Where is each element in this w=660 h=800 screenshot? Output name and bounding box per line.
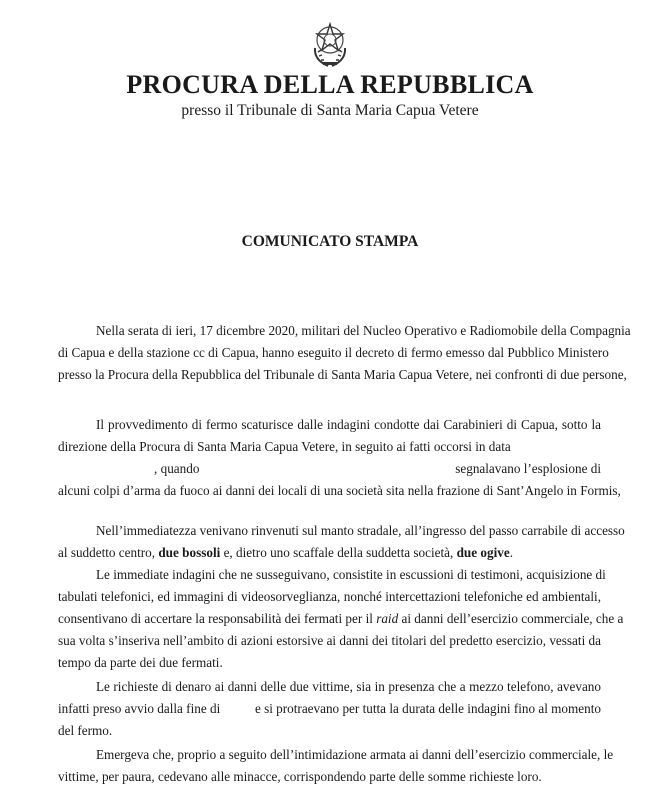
p2-line-2: direzione della Procura di Santa Maria Capua Vetere, in seguito ai fatti occorsi in data	[58, 439, 511, 454]
p4-line-3-part-c: ai danni dell’esercizio commerciale, che a	[398, 611, 624, 626]
italic-raid: raid	[376, 611, 399, 626]
p3-line-1: Nell’immediatezza venivano rinvenuti sul manto stradale, all’ingresso del passo carrabile di accesso	[96, 523, 625, 538]
p5-line-1: Le richieste di denaro ai danni delle due vittime, sia in presenza che a mezzo telefono, avevano	[96, 679, 601, 694]
p4-line-4: sua volta s’inseriva nell’ambito di azioni estorsive ai danni dei titolari del predetto esercizio, vessati da	[58, 633, 601, 648]
p4-line-1: Le immediate indagini che ne susseguivano, consistite in escussioni di testimoni, acquisizione di	[96, 567, 606, 582]
p5-line-2-part-a: infatti preso avvio dalla fine di	[58, 701, 221, 716]
p2-line-4: alcuni colpi d’arma da fuoco ai danni dei locali di una società sita nella frazione di Sant’Angelo in Formis,	[58, 483, 621, 498]
p1-line-2: di Capua e della stazione cc di Capua, hanno eseguito il decreto di fermo emesso dal Pubblico Ministero	[58, 345, 609, 360]
p3-line-2-part-a: al suddetto centro,	[58, 545, 159, 560]
p3-line-2-part-e: .	[509, 545, 514, 560]
p2-line-3-part-a: , quando	[154, 461, 200, 476]
italian-republic-emblem-icon	[310, 22, 350, 68]
p4-line-3-part-a: consentivano di accertare la responsabilità dei fermati per il	[58, 611, 377, 626]
bold-bossoli: due bossoli	[158, 545, 221, 560]
p1-line-3: presso la Procura della Repubblica del Tribunale di Santa Maria Capua Vetere, nei confronti di due persone,	[58, 367, 627, 382]
p5-line-2-part-b: e si protraevano per tutta la durata delle indagini fino al momento	[254, 701, 601, 716]
press-release-heading: COMUNICATO STAMPA	[241, 233, 419, 250]
p4-line-3	[58, 610, 624, 628]
p4-line-2: tabulati telefonici, ed immagini di videosorveglianza, nonché intercettazioni telefoniche ed ambientali,	[58, 589, 601, 604]
p4-line-5: tempo da parte dei due fermati.	[58, 655, 223, 670]
p1-line-1: Nella serata di ieri, 17 dicembre 2020, militari del Nucleo Operativo e Radiomobile della Compagnia	[96, 323, 631, 338]
bold-ogive: due ogive	[456, 545, 510, 560]
p3-line-2-part-c: e, dietro uno scaffale della suddetta società,	[220, 545, 457, 560]
document-subtitle: presso il Tribunale di Santa Maria Capua Vetere	[181, 102, 479, 119]
p2-line-3-part-b: segnalavano l’esplosione di	[455, 461, 601, 476]
p2-line-1: Il provvedimento di fermo scaturisce dalle indagini condotte dai Carabinieri di Capua, sotto la	[96, 417, 601, 432]
p3-line-2	[58, 544, 601, 562]
p5-line-3: del fermo.	[58, 723, 113, 738]
p6-line-1: Emergeva che, proprio a seguito dell’intimidazione armata ai danni dell’esercizio commerciale, le	[96, 747, 614, 762]
document-title: PROCURA DELLA REPUBBLICA	[126, 70, 534, 99]
p6-line-2: vittime, per paura, cedevano alle minacce, corrispondendo parte delle somme richieste loro.	[58, 769, 542, 784]
